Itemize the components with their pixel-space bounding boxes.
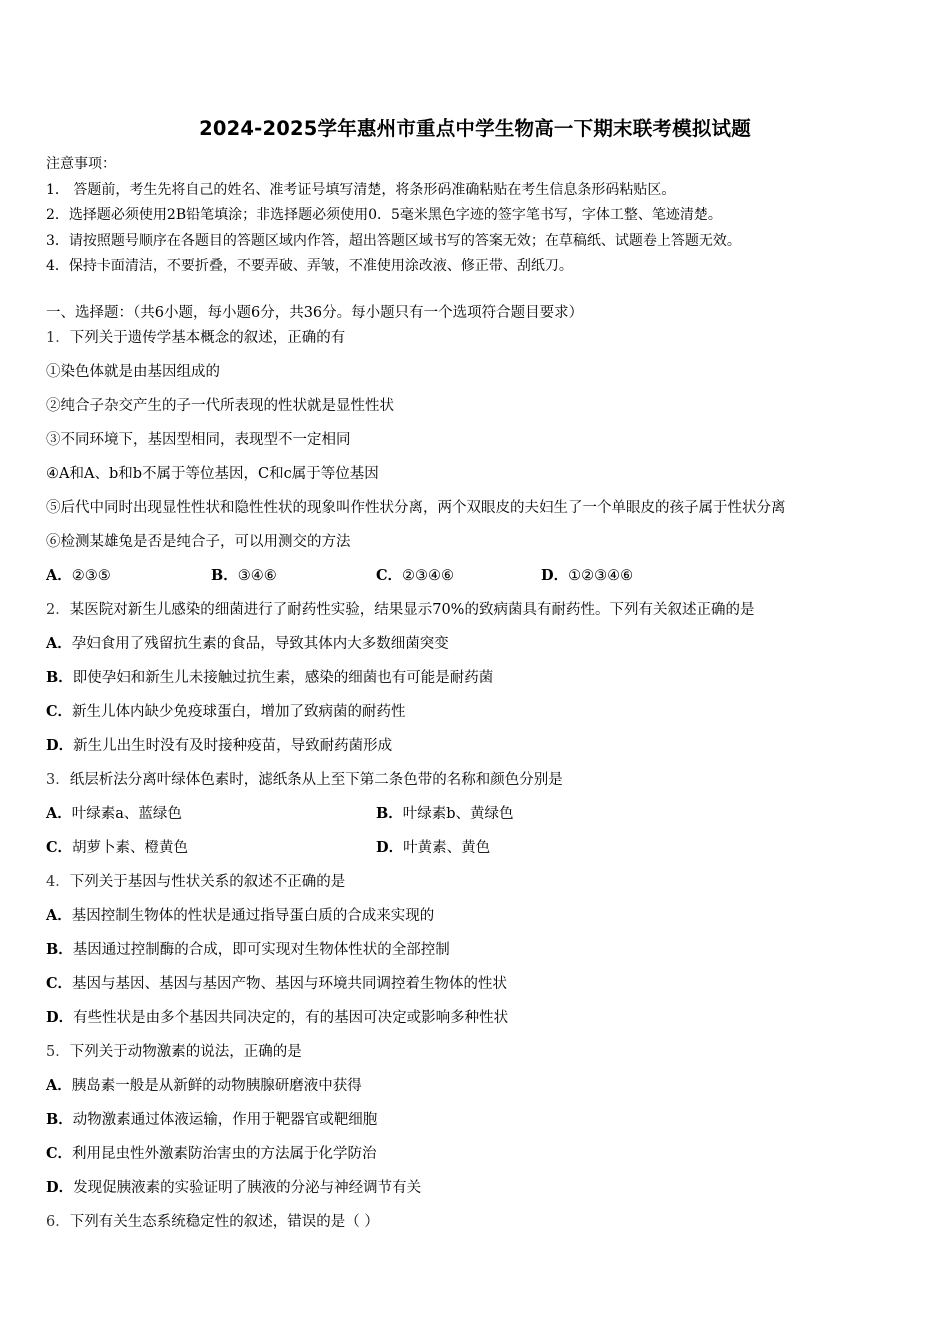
statement: ⑥检测某雄兔是否是纯合子，可以用测交的方法	[46, 534, 351, 550]
page-title: 2024-2025学年惠州市重点中学生物高一下期末联考模拟试题	[199, 117, 751, 140]
statement: ②纯合子杂交产生的子一代所表现的性状就是显性性状	[46, 398, 394, 414]
notes-item: 3．请按照题号顺序在各题目的答题区域内作答，超出答题区域书写的答案无效；在草稿纸、试题卷上答题无效。	[46, 232, 741, 249]
option-d[interactable]: D．发现促胰液素的实验证明了胰液的分泌与神经调节有关	[46, 1179, 422, 1196]
question-stem: 下列关于基因与性状关系的叙述不正确的是	[69, 874, 346, 890]
question-5	[46, 1040, 302, 1062]
question-number: 4．	[46, 874, 70, 890]
question-stem: 某医院对新生儿感染的细菌进行了耐药性实验，结果显示70%的致病菌具有耐药性。下列有关叙述正确的是	[69, 602, 755, 618]
question-number: 5．	[46, 1044, 70, 1060]
option-d[interactable]: D．新生儿出生时没有及时接种疫苗，导致耐药菌形成	[46, 737, 393, 754]
statement: ④A和A、b和b不属于等位基因，C和c属于等位基因	[46, 466, 379, 482]
question-stem: 下列有关生态系统稳定性的叙述，错误的是（ ）	[69, 1214, 379, 1230]
question-stem: 下列关于动物激素的说法，正确的是	[69, 1044, 302, 1060]
question-4	[46, 870, 345, 892]
section-heading: 一、选择题：（共6小题，每小题6分，共36分。每小题只有一个选项符合题目要求）	[46, 305, 584, 321]
option-b[interactable]: B．叶绿素b、黄绿色	[376, 805, 514, 822]
option-a[interactable]: A．胰岛素一般是从新鲜的动物胰腺研磨液中获得	[46, 1077, 362, 1094]
statement: ①染色体就是由基因组成的	[46, 364, 220, 380]
option-b[interactable]: B．动物激素通过体液运输，作用于靶器官或靶细胞	[46, 1111, 378, 1128]
option-c[interactable]: C．利用昆虫性外激素防治害虫的方法属于化学防治	[46, 1145, 377, 1162]
question-stem: 下列关于遗传学基本概念的叙述，正确的有	[69, 330, 346, 346]
options-row	[46, 836, 916, 858]
notes-heading: 注意事项：	[46, 156, 116, 172]
option-b[interactable]: B．基因通过控制酶的合成，即可实现对生物体性状的全部控制	[46, 941, 450, 958]
notes-item: 4．保持卡面清洁，不要折叠，不要弄破、弄皱，不准使用涂改液、修正带、刮纸刀。	[46, 258, 573, 274]
question-stem: 纸层析法分离叶绿体色素时，滤纸条从上至下第二条色带的名称和颜色分别是	[69, 772, 563, 788]
question-1	[46, 326, 345, 348]
question-number: 3．	[46, 772, 70, 788]
notes-item: 1． 答题前，考生先将自己的姓名、准考证号填写清楚，将条形码准确粘贴在考生信息条形码粘贴区。	[46, 181, 676, 198]
statement: ③不同环境下，基因型相同，表现型不一定相同	[46, 432, 351, 448]
options-row	[46, 564, 916, 586]
notes-item: 2．选择题必须使用2B铅笔填涂；非选择题必须使用0．5毫米黑色字迹的签字笔书写，字体工整、笔迹清楚。	[46, 207, 722, 223]
question-number: 1．	[46, 330, 70, 346]
option-c[interactable]: C．新生儿体内缺少免疫球蛋白，增加了致病菌的耐药性	[46, 703, 406, 720]
option-c[interactable]: C．基因与基因、基因与基因产物、基因与环境共同调控着生物体的性状	[46, 975, 508, 992]
option-d[interactable]: D．有些性状是由多个基因共同决定的，有的基因可决定或影响多种性状	[46, 1009, 509, 1026]
question-number: 2．	[46, 602, 70, 618]
option-a[interactable]: A．②③⑤	[46, 567, 111, 584]
option-c[interactable]: C．胡萝卜素、橙黄色	[46, 839, 189, 856]
notes-block	[46, 152, 916, 280]
option-d[interactable]: D．①②③④⑥	[541, 567, 634, 584]
question-3	[46, 768, 563, 790]
question-2	[46, 598, 754, 620]
option-a[interactable]: A．孕妇食用了残留抗生素的食品，导致其体内大多数细菌突变	[46, 635, 449, 652]
option-d[interactable]: D．叶黄素、黄色	[376, 839, 491, 856]
options-row	[46, 802, 916, 824]
option-b[interactable]: B．即使孕妇和新生儿未接触过抗生素，感染的细菌也有可能是耐药菌	[46, 669, 494, 686]
option-a[interactable]: A．叶绿素a、蓝绿色	[46, 805, 182, 822]
option-c[interactable]: C．②③④⑥	[376, 567, 455, 584]
statement: ⑤后代中同时出现显性性状和隐性性状的现象叫作性状分离，两个双眼皮的夫妇生了一个单眼皮的孩子属于性状分离	[46, 500, 786, 516]
option-a[interactable]: A．基因控制生物体的性状是通过指导蛋白质的合成来实现的	[46, 907, 435, 924]
option-b[interactable]: B．③④⑥	[211, 567, 277, 584]
question-number: 6．	[46, 1214, 70, 1230]
question-6	[46, 1210, 379, 1232]
